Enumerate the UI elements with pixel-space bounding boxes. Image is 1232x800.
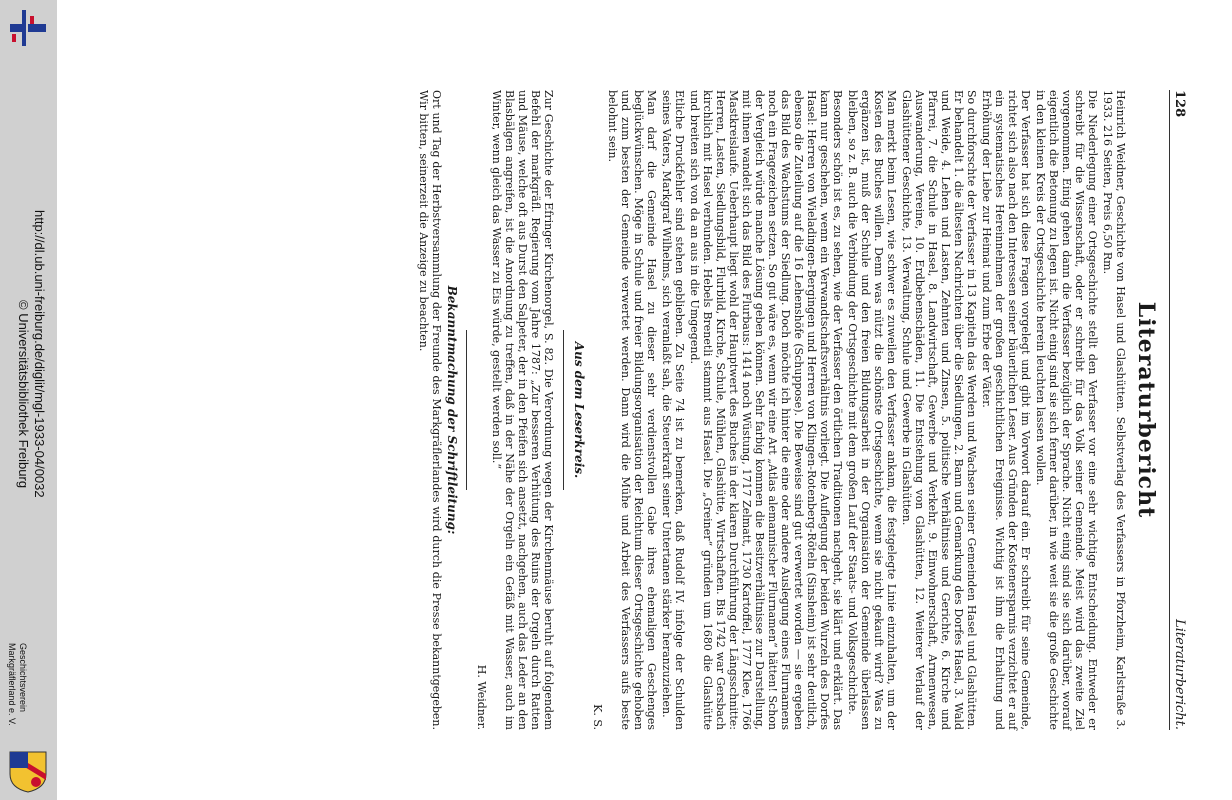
reader-section-heading: Aus dem Leserkreis. bbox=[572, 341, 586, 479]
review-paragraph: Der Verfasser hat sich diese Fragen vorgelegt und gibt im Vorwort darauf ein. Er schreibt für seine Gemeinde, richtet sich also nach den Interessen seiner bäuerlichen Leser. Aus Gründen der Kostenersparnis verzichtet er auf ein systematisches Hereinnehmen der großen geschichtlichen Ereignisse. Wichtig ist ihm die Erhaltung und Erhöhung der Liebe zur Heimat und zum Erbe der Väter. bbox=[980, 90, 1032, 730]
viewer-sidebar bbox=[0, 0, 57, 800]
society-crest-icon bbox=[6, 748, 50, 794]
notice-text: Ort und Tag der Herbstversammlung der Freunde des Markgräflerlandes wird durch die Presse bekanntgegeben. Wir bitten, seinerzeit die Anzeige zu beachten. bbox=[417, 90, 443, 730]
divider bbox=[466, 330, 467, 490]
review-paragraph: Etliche Druckfehler sind stehen geblieben. Zu Seite 74 ist zu bemerken, daß Rudolf IV. infolge der Schulden seines Vaters, Markgraf Wilhelms, sich veranlaßt sah, die Steuerkraft seiner Untertanen stärker heranzuziehen. bbox=[660, 90, 686, 730]
review-paragraph: Besonders schön ist es, zu sehen, wie der Verfasser den örtlichen Traditionen nachgeht, sie klärt und erklärt. Das kann nur geschehen, wenn ein Verwandtschaftsverhältnis vorliegt. Die Auflegung der beiden Wurzeln des Dorfes Hasel: Herren von Wieladingen-Bergingen und Herren von Klingen-Rotenberg-Röteln (Sinsheim) ist sehr deutlich, ebenso die Zuteilung auf die 16 Lehenshöfe (Schuppose). Die Beweise sind gut verwertet worden — sie ergeben das Bild des Wachstums der Siedlung. Doch möchte ich hinter die eine oder andere Auslegung eines Flurnamens noch ein Fragezeichen setzen. So gut wäre es, wenn wir eine Art „Atlas alemannischer Flurnamen“ hätten! Schon der Vergleich würde manche Lösung geben können. Sehr farbig kommen die Besitzverhältnisse zur Darstellung, mit ihnen wandelt sich das Bild des Flurbaus: 1414 noch Wüstung, 1717 Zelmatt, 1730 Kartoffel, 1777 Klee, 1766 Mastkreislaufe. Ueberhaupt liegt wohl der Hauptwert des Buches in der klaren Durchführung der Längsschnitte: Herren, Lasten, Siedlungsbild, Flurbild, Kirche, Schule, Mühlen, Glashütte, Wirtschaften. Bis 1742 war Gersbach kirchlich mit Hasel verbunden. Hebels Brenetli stammt aus Hasel. Die „Greiner“ gründen um 1680 die Glashütte und breiten sich von da an aus in die Umgegend. bbox=[688, 90, 844, 730]
page-header bbox=[1169, 90, 1186, 730]
running-head: Literaturbericht. bbox=[1172, 619, 1187, 730]
divider bbox=[563, 330, 564, 490]
page-content bbox=[186, 90, 1186, 730]
scanned-page bbox=[58, 0, 1232, 800]
copyright-text: © Universitätsbibliothek Freiburg bbox=[16, 300, 31, 489]
page-number: 128 bbox=[1172, 90, 1187, 118]
reader-letter: Zur Geschichte der Efringer Kirchenorgel, S. 82. Die Verordnung wegen der Kirchenmäuse beruht auf folgendem Befehl der markgräfl. Regierung vom Jahre 1787: „Zur besseren Verhütung des Ruins der Orgeln durch Ratten und Mäuse, welche oft aus Durst den Salpeter, der in den Pfeifen sich ansetzt, nachgehen, auch das Leder an den Blasbälgen angreifen, ist die Anordnung zu treffen, daß in der Nähe der Orgeln ein Gefäß mit Wasser, auch im Winter, wenn gleich das Wasser zu Eis würde, gestellt werden soll.“ bbox=[490, 90, 555, 730]
section-title: Literaturbericht bbox=[1133, 301, 1159, 519]
review-paragraph: So durchforschte der Verfasser in 13 Kapiteln das Werden und Wachsen seiner Gemeinden Hasel und Glashütten. Er behandelt 1. die ältesten Nachrichten über die Siedlungen, 2. Bann und Gemarkung des Dorfes Hasel, 3. Wald und Weide, 4. Lehen und Lasten, Zehnten und Zinsen, 5. politische Verhältnisse und Gerichte, 6. Kirche und Pfarrei, 7. die Schule in Hasel, 8. Landwirtschaft, Gewerbe und Verkehr, 9. Einwohnerschaft, Armenwesen, Auswanderung, Vereine, 10. Erdbebenschäden, 11. Die Entstehung von Glashütten, 12. Weiterer Verlauf der Glashüttener Geschichte, 13. Verwaltung, Schule und Gewerbe in Glashütten. bbox=[900, 90, 978, 730]
society-name-line2: Markgräflerland e. V. bbox=[7, 643, 17, 726]
source-url[interactable]: http://dl.ub.uni-freiburg.de/diglit/mgl-1933-04/0032 bbox=[32, 210, 47, 498]
review-signature: K. S. bbox=[591, 704, 604, 730]
review-paragraph: Die Niederlegung einer Ortsgeschichte stellt den Verfasser vor eine sehr wichtige Entscheidung. Entweder er schreibt für die Wissenschaft, oder er schreibt für das Volk seiner Gemeinde. Meist wird das zweite Ziel vorgenommen. Einig gehen dann die Verfasser bezüglich der Sprache. Nicht einig sind sie sich darüber, worauf eigentlich die Betonung zu legen ist. Nicht einig sind sie sich ferner darüber, in wie weit sie die große Geschichte in den kleinen Kreis der Ortsgeschichte herein leuchten lassen wollen. bbox=[1034, 90, 1099, 730]
reader-signature: H. Weidner. bbox=[475, 664, 488, 730]
review-paragraph: Man darf die Gemeinde Hasel zu dieser sehr verdienstvollen Gabe ihres ehemaligen Geschenges beglückwünschen. Möge in Schule und freier Bildungsorganisation der Reichtum dieser Ortsgeschichte gehoben und zum besten der Gemeinde verwertet werden. Dann wird die Mühe und Arbeit des Verfassers aufs beste belohnt sein. bbox=[606, 90, 658, 730]
review-paragraph: Man merkt beim Lesen, wie schwer es zuweilen den Verfasser ankam, die festgelegte Linie einzuhalten, um der Kosten des Buches willen. Denn was nützt die schönste Ortsgeschichte, wenn sie nicht gekauft wird? Was zu ergänzen ist, muß der Schule und den freien Bildungsarbeit in der Organisation der Gemeinde überlassen bleiben, so z. B. auch die Verbindung der Ortsgeschichte mit dem großen Lauf der Staats- und Volksgeschichte. bbox=[846, 90, 898, 730]
society-name-line1: Geschichtsverein bbox=[18, 643, 28, 713]
review-intro: Heinrich Weidner, Geschichte von Hasel und Glashütten. Selbstverlag des Verfassers in Pforzheim, Karlstraße 3. 1933. 216 Seiten, Preis 6,50 Rm. bbox=[1101, 90, 1127, 730]
ub-freiburg-logo-icon bbox=[6, 10, 50, 46]
notice-heading: Bekanntmachung der Schriftleitung: bbox=[445, 285, 459, 535]
